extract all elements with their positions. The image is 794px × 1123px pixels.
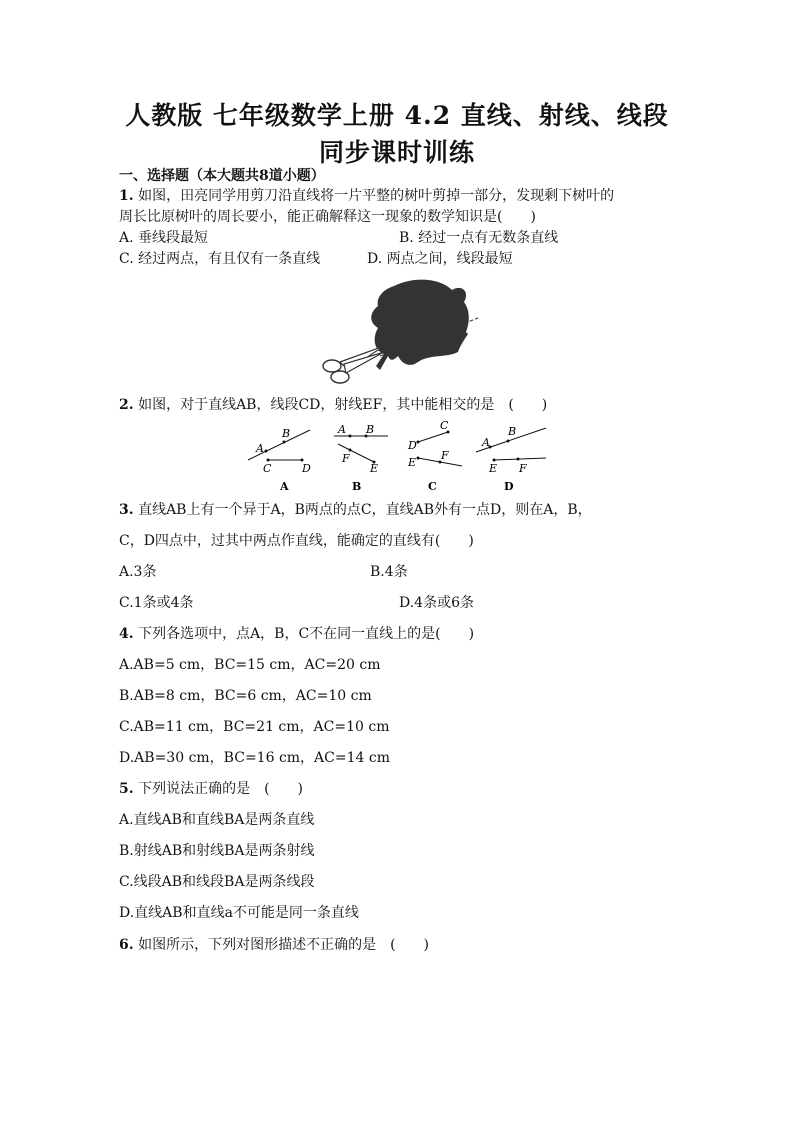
q2-d-label-f: F	[519, 462, 527, 475]
q1-number: 1.	[119, 188, 134, 204]
q2-a-label-c: C	[263, 462, 272, 475]
q5-option-a: A.直线AB和直线BA是两条直线	[119, 812, 315, 828]
q2-b-label-f: F	[342, 452, 350, 465]
page-title-line1: 人教版 七年级数学上册 4.2 直线、射线、线段	[125, 101, 669, 130]
q2-b-label-e: E	[370, 462, 379, 475]
q2-text: 如图，对于直线AB，线段CD，射线EF，其中能相交的是 ( )	[133, 397, 548, 413]
q5-number: 5.	[119, 781, 134, 797]
q3-stem-line2: C，D四点中，过其中两点作直线，能确定的直线有( )	[119, 533, 474, 549]
q3-option-a: A.3条	[119, 564, 157, 580]
q3-option-b: B.4条	[370, 564, 408, 580]
q2-c-label-d: D	[408, 439, 417, 452]
q2-option-a-label: A	[280, 480, 289, 493]
scissors-icon	[323, 346, 384, 383]
q4-option-b: B.AB=8 cm，BC=6 cm，AC=10 cm	[119, 688, 372, 704]
q2-d-label-b: B	[508, 425, 517, 438]
q2-b-label-b: B	[366, 423, 375, 436]
q3-text-line1: 直线AB上有一个异于A，B两点的点C，直线AB外有一点D，则在A，B，	[133, 502, 592, 518]
q1-stem-line1	[119, 186, 614, 206]
q4-number: 4.	[119, 626, 134, 642]
q3-stem-line1	[119, 500, 592, 520]
q6-text: 如图所示，下列对图形描述不正确的是 ( )	[133, 937, 429, 953]
q6-number: 6.	[119, 937, 134, 953]
q5-stem	[119, 779, 303, 799]
q4-text: 下列各选项中，点A，B，C不在同一直线上的是( )	[133, 626, 475, 642]
q2-number: 2.	[119, 397, 134, 413]
section-heading: 一、选择题（本大题共8道小题）	[119, 168, 325, 184]
q2-b-label-a: A	[338, 423, 346, 436]
leaf-scissors-figure	[318, 276, 488, 388]
q5-text: 下列说法正确的是 ( )	[133, 781, 303, 797]
q5-option-b: B.射线AB和射线BA是两条射线	[119, 843, 315, 859]
q3-option-d: D.4条或6条	[399, 595, 474, 611]
q2-a-label-b: B	[282, 427, 291, 440]
q1-option-c: C. 经过两点，有且仅有一条直线	[119, 251, 321, 267]
q2-c-label-f: F	[441, 449, 449, 462]
q4-option-c: C.AB=11 cm，BC=21 cm，AC=10 cm	[119, 719, 390, 735]
q2-d-label-a: A	[482, 436, 490, 449]
q5-option-c: C.线段AB和线段BA是两条线段	[119, 874, 315, 890]
q2-stem	[119, 395, 547, 415]
leaf-shape	[371, 280, 469, 370]
q3-option-c: C.1条或4条	[119, 595, 194, 611]
q2-option-c-label: C	[428, 480, 437, 493]
q2-fig-c	[407, 419, 462, 493]
q1-option-d: D. 两点之间，线段最短	[367, 251, 513, 267]
q2-option-d-label: D	[504, 480, 514, 493]
q2-figure	[240, 418, 560, 498]
q4-option-a: A.AB=5 cm，BC=15 cm，AC=20 cm	[119, 657, 381, 673]
q2-c-label-e: E	[408, 456, 417, 469]
q2-fig-a	[248, 427, 311, 493]
q6-stem	[119, 935, 429, 955]
q2-a-label-d: D	[302, 462, 311, 475]
q2-fig-d	[476, 425, 546, 493]
q2-fig-b	[334, 423, 388, 493]
q3-number: 3.	[119, 502, 134, 518]
q2-c-label-c: C	[440, 419, 449, 432]
page-title-line2: 同步课时训练	[318, 138, 475, 167]
q1-option-a: A. 垂线段最短	[119, 230, 209, 246]
q2-option-b-label: B	[352, 480, 362, 493]
q2-d-label-e: E	[489, 462, 498, 475]
q1-text-line1: 如图，田亮同学用剪刀沿直线将一片平整的树叶剪掉一部分，发现剩下树叶的	[133, 188, 615, 204]
q4-stem	[119, 624, 474, 644]
q1-stem-line2: 周长比原树叶的周长要小，能正确解释这一现象的数学知识是( )	[119, 209, 536, 225]
q4-option-d: D.AB=30 cm，BC=16 cm，AC=14 cm	[119, 750, 390, 766]
q2-a-label-a: A	[256, 442, 264, 455]
q5-option-d: D.直线AB和直线a不可能是同一条直线	[119, 905, 359, 921]
q1-option-b: B. 经过一点有无数条直线	[399, 230, 559, 246]
